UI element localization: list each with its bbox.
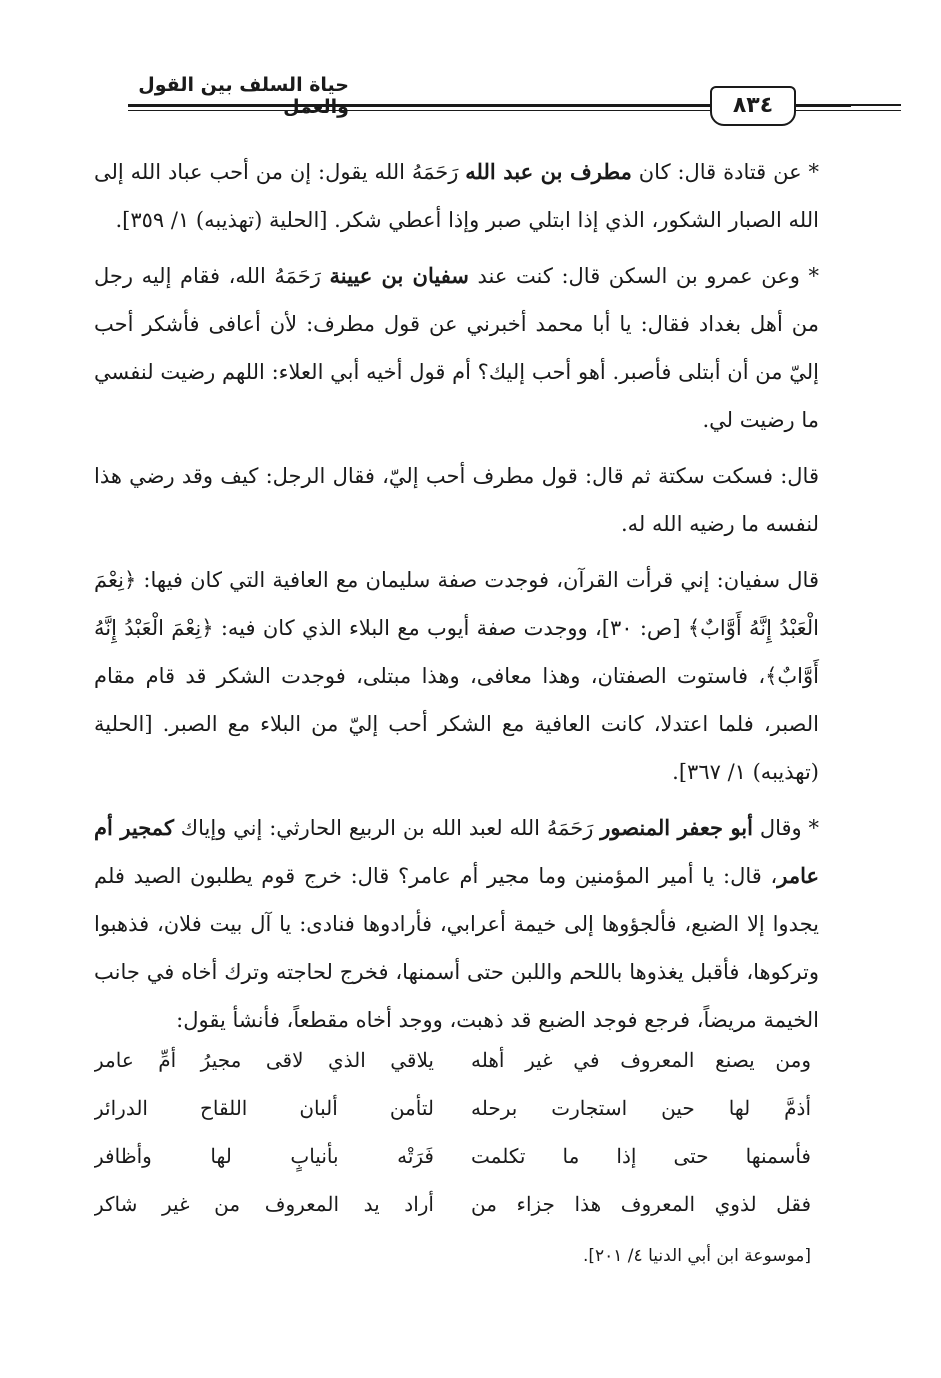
- verse-first-half: فأسمنها حتى إذا ما تكلمت: [471, 1144, 811, 1168]
- text-run: * وعن عمرو بن السكن قال: كنت عند: [468, 264, 819, 288]
- paragraph-4: قال سفيان: إني قرأت القرآن، فوجدت صفة سليمان مع العافية التي كان فيها: ﴿نِعْمَ الْعَبْدُ إِنَّهُ أَوَّابٌ﴾ [ص: ٣٠]، ووجدت صفة أيوب مع البلاء الذي كان فيه: ﴿نِعْمَ الْعَبْدُ إِنَّهُ أَوَّابٌ﴾، فاستوت الصفتان، وهذا معافى، وهذا مبتلى، فوجدت الشكر قد قام مقام الصبر، فلما اعتدلا، كانت العافية مع الشكر أحب إليّ من البلاء مع الصبر. [الحلية (تهذيبه) ١/ ٣٦٧].: [94, 568, 819, 784]
- verse: [94, 1180, 819, 1228]
- bold-name: سفيان بن عيينة: [329, 263, 469, 288]
- poem: [94, 1036, 819, 1280]
- verse-first-half: فقل لذوي المعروف هذا جزاء من: [471, 1192, 811, 1216]
- paragraph-1: [94, 148, 819, 244]
- body-text: [94, 148, 819, 1044]
- verse: [94, 1084, 819, 1132]
- bold-name: مطرف بن عبد الله: [465, 159, 632, 184]
- verse-second-half: يلاقي الذي لاقى مجيرُ أمِّ عامر: [94, 1048, 434, 1072]
- header-rule-right-thin: [800, 110, 901, 111]
- verse: [94, 1132, 819, 1180]
- bold-proverb: كمجير أم عامر: [94, 815, 819, 888]
- verse: [94, 1036, 819, 1084]
- running-title: حياة السلف بين القول والعمل: [138, 74, 349, 118]
- verse-first-half: ومن يصنع المعروف في غير أهله: [471, 1048, 811, 1072]
- header-rule-right: [800, 104, 901, 106]
- verse-second-half: فَرَتْه بأنيابٍ لها وأظافر: [94, 1144, 434, 1168]
- text-run: رَحَمَهُ الله يقول: إن من أحب عباد الله إلى الله الصبار الشكور، الذي إذا ابتلي صبر وإذا أعطي شكر. [الحلية (تهذيبه) ١/ ٣٥٩].: [94, 160, 819, 232]
- text-run: رَحَمَهُ الله، فقام إليه رجل من أهل بغداد فقال: يا أبا محمد أخبرني عن قول مطرف: لأن أعافى فأشكر أحب إليّ من أن أبتلى فأصبر. أهو أحب إليك؟ أم قول أخيه أبي العلاء: اللهم رضيت لنفسي ما رضيت لي.: [94, 264, 819, 432]
- verse-second-half: أراد يد المعروف من غير شاكر: [94, 1192, 434, 1216]
- text-run: * وقال: [752, 816, 820, 840]
- paragraph-5: [94, 804, 819, 1044]
- text-run: رَحَمَهُ الله لعبد الله بن الربيع الحارثي: إني وإياك: [173, 816, 601, 840]
- paragraph-3: قال: فسكت سكتة ثم قال: قول مطرف أحب إليّ، فقال الرجل: كيف وقد رضي هذا لنفسه ما رضيه الله له.: [94, 464, 819, 536]
- page-number: ٨٣٤: [710, 86, 796, 126]
- paragraph-2: [94, 252, 819, 444]
- text-run: ، قال: يا أمير المؤمنين وما مجير أم عامر؟ قال: خرج قوم يطلبون الصيد فلم يجدوا إلا الضبع، فألجؤوها إلى خيمة أعرابي، فأرادوها فنادى: يا آل بيت فلان، فذهبوا وتركوها، فأقبل يغذوها باللحم واللبن حتى أسمنها، فخرج لحاجته وترك أخاه في جانب الخيمة مريضاً، فرجع فوجد الضبع قد ذهبت، ووجد أخاه مقطعاً، فأنشأ يقول:: [94, 864, 819, 1032]
- poem-source-citation: [موسوعة ابن أبي الدنيا ٤/ ٢٠١].: [582, 1246, 811, 1266]
- text-run: * عن قتادة قال: كان: [631, 160, 820, 184]
- verse-second-half: لتأمن ألبان اللقاح الدرائر: [94, 1096, 434, 1120]
- verse-first-half: أذمَّ لها حين استجارت برحله: [471, 1096, 811, 1120]
- bold-name: أبو جعفر المنصور: [600, 815, 753, 840]
